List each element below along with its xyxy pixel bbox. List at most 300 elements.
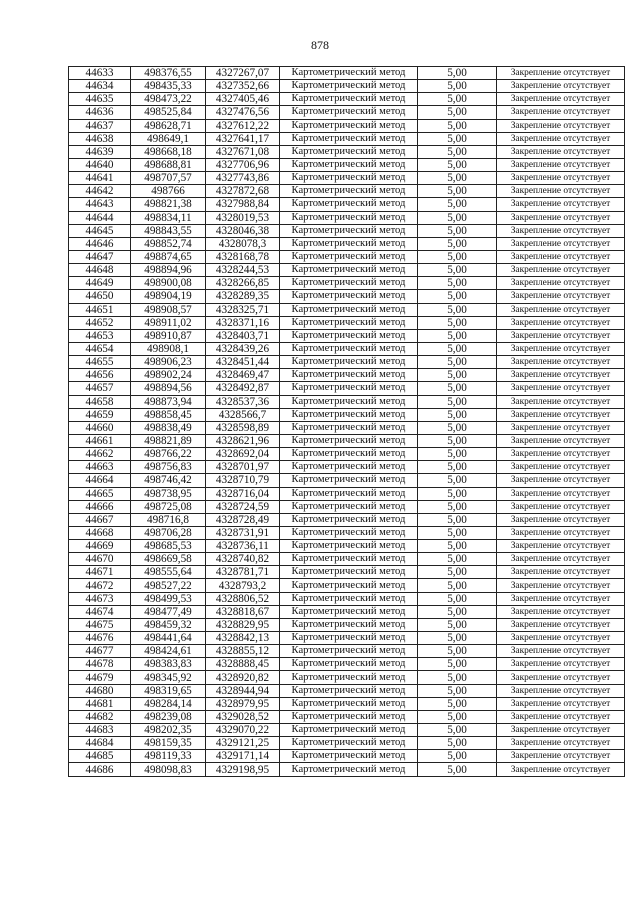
fixation-cell: Закрепление отсутствует xyxy=(497,540,625,553)
y-coordinate-cell: 4327706,96 xyxy=(206,158,280,171)
table-row xyxy=(69,750,625,763)
method-cell: Картометрический метод xyxy=(280,132,418,145)
x-coordinate-cell: 498688,81 xyxy=(131,158,206,171)
fixation-cell: Закрепление отсутствует xyxy=(497,513,625,526)
accuracy-cell: 5,00 xyxy=(418,579,497,592)
accuracy-cell: 5,00 xyxy=(418,592,497,605)
y-coordinate-cell: 4328078,3 xyxy=(206,237,280,250)
accuracy-cell: 5,00 xyxy=(418,540,497,553)
accuracy-cell: 5,00 xyxy=(418,750,497,763)
accuracy-cell: 5,00 xyxy=(418,513,497,526)
point-number-cell: 44654 xyxy=(69,342,131,355)
y-coordinate-cell: 4327405,46 xyxy=(206,93,280,106)
fixation-cell: Закрепление отсутствует xyxy=(497,277,625,290)
x-coordinate-cell: 498441,64 xyxy=(131,632,206,645)
x-coordinate-cell: 498499,53 xyxy=(131,592,206,605)
accuracy-cell: 5,00 xyxy=(418,500,497,513)
y-coordinate-cell: 4329028,52 xyxy=(206,710,280,723)
method-cell: Картометрический метод xyxy=(280,697,418,710)
point-number-cell: 44637 xyxy=(69,119,131,132)
table-row xyxy=(69,316,625,329)
method-cell: Картометрический метод xyxy=(280,290,418,303)
point-number-cell: 44660 xyxy=(69,421,131,434)
fixation-cell: Закрепление отсутствует xyxy=(497,106,625,119)
accuracy-cell: 5,00 xyxy=(418,132,497,145)
accuracy-cell: 5,00 xyxy=(418,645,497,658)
fixation-cell: Закрепление отсутствует xyxy=(497,632,625,645)
fixation-cell: Закрепление отсутствует xyxy=(497,316,625,329)
y-coordinate-cell: 4328888,45 xyxy=(206,658,280,671)
table-row xyxy=(69,592,625,605)
table-row xyxy=(69,710,625,723)
accuracy-cell: 5,00 xyxy=(418,566,497,579)
accuracy-cell: 5,00 xyxy=(418,329,497,342)
x-coordinate-cell: 498834,11 xyxy=(131,211,206,224)
y-coordinate-cell: 4328692,04 xyxy=(206,448,280,461)
x-coordinate-cell: 498766,22 xyxy=(131,448,206,461)
fixation-cell: Закрепление отсутствует xyxy=(497,132,625,145)
method-cell: Картометрический метод xyxy=(280,434,418,447)
fixation-cell: Закрепление отсутствует xyxy=(497,448,625,461)
accuracy-cell: 5,00 xyxy=(418,369,497,382)
x-coordinate-cell: 498908,57 xyxy=(131,303,206,316)
point-number-cell: 44657 xyxy=(69,382,131,395)
accuracy-cell: 5,00 xyxy=(418,408,497,421)
y-coordinate-cell: 4328740,82 xyxy=(206,553,280,566)
x-coordinate-cell: 498910,87 xyxy=(131,329,206,342)
point-number-cell: 44638 xyxy=(69,132,131,145)
y-coordinate-cell: 4328855,12 xyxy=(206,645,280,658)
table-row xyxy=(69,67,625,80)
method-cell: Картометрический метод xyxy=(280,250,418,263)
y-coordinate-cell: 4328920,82 xyxy=(206,671,280,684)
x-coordinate-cell: 498424,61 xyxy=(131,645,206,658)
table-row xyxy=(69,224,625,237)
fixation-cell: Закрепление отсутствует xyxy=(497,356,625,369)
accuracy-cell: 5,00 xyxy=(418,632,497,645)
y-coordinate-cell: 4329070,22 xyxy=(206,724,280,737)
point-number-cell: 44661 xyxy=(69,434,131,447)
table-row xyxy=(69,645,625,658)
accuracy-cell: 5,00 xyxy=(418,553,497,566)
table-row xyxy=(69,500,625,513)
accuracy-cell: 5,00 xyxy=(418,211,497,224)
accuracy-cell: 5,00 xyxy=(418,342,497,355)
x-coordinate-cell: 498904,19 xyxy=(131,290,206,303)
table-row xyxy=(69,158,625,171)
table-row xyxy=(69,618,625,631)
method-cell: Картометрический метод xyxy=(280,579,418,592)
fixation-cell: Закрепление отсутствует xyxy=(497,329,625,342)
y-coordinate-cell: 4328371,16 xyxy=(206,316,280,329)
point-number-cell: 44685 xyxy=(69,750,131,763)
point-number-cell: 44649 xyxy=(69,277,131,290)
y-coordinate-cell: 4329198,95 xyxy=(206,763,280,776)
accuracy-cell: 5,00 xyxy=(418,303,497,316)
y-coordinate-cell: 4328469,47 xyxy=(206,369,280,382)
y-coordinate-cell: 4328168,78 xyxy=(206,250,280,263)
accuracy-cell: 5,00 xyxy=(418,421,497,434)
table-row xyxy=(69,329,625,342)
point-number-cell: 44633 xyxy=(69,67,131,80)
y-coordinate-cell: 4328728,49 xyxy=(206,513,280,526)
point-number-cell: 44683 xyxy=(69,724,131,737)
point-number-cell: 44634 xyxy=(69,80,131,93)
y-coordinate-cell: 4328944,94 xyxy=(206,684,280,697)
x-coordinate-cell: 498746,42 xyxy=(131,474,206,487)
method-cell: Картометрический метод xyxy=(280,553,418,566)
point-number-cell: 44663 xyxy=(69,461,131,474)
accuracy-cell: 5,00 xyxy=(418,737,497,750)
method-cell: Картометрический метод xyxy=(280,185,418,198)
point-number-cell: 44672 xyxy=(69,579,131,592)
table-row xyxy=(69,671,625,684)
method-cell: Картометрический метод xyxy=(280,763,418,776)
x-coordinate-cell: 498874,65 xyxy=(131,250,206,263)
x-coordinate-cell: 498894,96 xyxy=(131,264,206,277)
method-cell: Картометрический метод xyxy=(280,448,418,461)
point-number-cell: 44679 xyxy=(69,671,131,684)
y-coordinate-cell: 4327476,56 xyxy=(206,106,280,119)
y-coordinate-cell: 4328046,38 xyxy=(206,224,280,237)
y-coordinate-cell: 4327872,68 xyxy=(206,185,280,198)
fixation-cell: Закрепление отсутствует xyxy=(497,710,625,723)
point-number-cell: 44668 xyxy=(69,526,131,539)
fixation-cell: Закрепление отсутствует xyxy=(497,185,625,198)
accuracy-cell: 5,00 xyxy=(418,658,497,671)
accuracy-cell: 5,00 xyxy=(418,382,497,395)
table-row xyxy=(69,421,625,434)
point-number-cell: 44664 xyxy=(69,474,131,487)
fixation-cell: Закрепление отсутствует xyxy=(497,724,625,737)
fixation-cell: Закрепление отсутствует xyxy=(497,93,625,106)
x-coordinate-cell: 498525,84 xyxy=(131,106,206,119)
accuracy-cell: 5,00 xyxy=(418,448,497,461)
x-coordinate-cell: 498716,8 xyxy=(131,513,206,526)
x-coordinate-cell: 498725,08 xyxy=(131,500,206,513)
point-number-cell: 44644 xyxy=(69,211,131,224)
point-number-cell: 44639 xyxy=(69,145,131,158)
method-cell: Картометрический метод xyxy=(280,382,418,395)
fixation-cell: Закрепление отсутствует xyxy=(497,487,625,500)
table-row xyxy=(69,434,625,447)
accuracy-cell: 5,00 xyxy=(418,277,497,290)
method-cell: Картометрический метод xyxy=(280,329,418,342)
method-cell: Картометрический метод xyxy=(280,395,418,408)
point-number-cell: 44655 xyxy=(69,356,131,369)
y-coordinate-cell: 4328781,71 xyxy=(206,566,280,579)
fixation-cell: Закрепление отсутствует xyxy=(497,763,625,776)
accuracy-cell: 5,00 xyxy=(418,461,497,474)
point-number-cell: 44677 xyxy=(69,645,131,658)
point-number-cell: 44647 xyxy=(69,250,131,263)
y-coordinate-cell: 4328724,59 xyxy=(206,500,280,513)
y-coordinate-cell: 4328403,71 xyxy=(206,329,280,342)
fixation-cell: Закрепление отсутствует xyxy=(497,737,625,750)
method-cell: Картометрический метод xyxy=(280,500,418,513)
x-coordinate-cell: 498873,94 xyxy=(131,395,206,408)
accuracy-cell: 5,00 xyxy=(418,605,497,618)
point-number-cell: 44643 xyxy=(69,198,131,211)
method-cell: Картометрический метод xyxy=(280,342,418,355)
accuracy-cell: 5,00 xyxy=(418,684,497,697)
method-cell: Картометрический метод xyxy=(280,211,418,224)
method-cell: Картометрический метод xyxy=(280,540,418,553)
x-coordinate-cell: 498477,49 xyxy=(131,605,206,618)
fixation-cell: Закрепление отсутствует xyxy=(497,408,625,421)
table-row xyxy=(69,211,625,224)
y-coordinate-cell: 4328842,13 xyxy=(206,632,280,645)
y-coordinate-cell: 4327641,17 xyxy=(206,132,280,145)
table-row xyxy=(69,119,625,132)
table-row xyxy=(69,342,625,355)
y-coordinate-cell: 4328818,67 xyxy=(206,605,280,618)
fixation-cell: Закрепление отсутствует xyxy=(497,290,625,303)
fixation-cell: Закрепление отсутствует xyxy=(497,264,625,277)
y-coordinate-cell: 4328566,7 xyxy=(206,408,280,421)
x-coordinate-cell: 498119,33 xyxy=(131,750,206,763)
fixation-cell: Закрепление отсутствует xyxy=(497,434,625,447)
method-cell: Картометрический метод xyxy=(280,710,418,723)
fixation-cell: Закрепление отсутствует xyxy=(497,618,625,631)
point-number-cell: 44652 xyxy=(69,316,131,329)
fixation-cell: Закрепление отсутствует xyxy=(497,461,625,474)
accuracy-cell: 5,00 xyxy=(418,106,497,119)
y-coordinate-cell: 4328598,89 xyxy=(206,421,280,434)
table-row xyxy=(69,684,625,697)
accuracy-cell: 5,00 xyxy=(418,172,497,185)
fixation-cell: Закрепление отсутствует xyxy=(497,553,625,566)
fixation-cell: Закрепление отсутствует xyxy=(497,605,625,618)
y-coordinate-cell: 4328806,52 xyxy=(206,592,280,605)
x-coordinate-cell: 498159,35 xyxy=(131,737,206,750)
x-coordinate-cell: 498852,74 xyxy=(131,237,206,250)
fixation-cell: Закрепление отсутствует xyxy=(497,145,625,158)
accuracy-cell: 5,00 xyxy=(418,710,497,723)
table-row xyxy=(69,145,625,158)
x-coordinate-cell: 498685,53 xyxy=(131,540,206,553)
table-row xyxy=(69,277,625,290)
fixation-cell: Закрепление отсутствует xyxy=(497,198,625,211)
table-row xyxy=(69,566,625,579)
accuracy-cell: 5,00 xyxy=(418,224,497,237)
fixation-cell: Закрепление отсутствует xyxy=(497,369,625,382)
accuracy-cell: 5,00 xyxy=(418,487,497,500)
table-row xyxy=(69,487,625,500)
method-cell: Картометрический метод xyxy=(280,632,418,645)
table-row xyxy=(69,106,625,119)
point-number-cell: 44684 xyxy=(69,737,131,750)
point-number-cell: 44682 xyxy=(69,710,131,723)
table-body xyxy=(69,67,625,777)
point-number-cell: 44659 xyxy=(69,408,131,421)
y-coordinate-cell: 4328793,2 xyxy=(206,579,280,592)
method-cell: Картометрический метод xyxy=(280,119,418,132)
accuracy-cell: 5,00 xyxy=(418,93,497,106)
accuracy-cell: 5,00 xyxy=(418,724,497,737)
fixation-cell: Закрепление отсутствует xyxy=(497,382,625,395)
point-number-cell: 44665 xyxy=(69,487,131,500)
accuracy-cell: 5,00 xyxy=(418,237,497,250)
fixation-cell: Закрепление отсутствует xyxy=(497,119,625,132)
point-number-cell: 44670 xyxy=(69,553,131,566)
x-coordinate-cell: 498459,32 xyxy=(131,618,206,631)
y-coordinate-cell: 4328537,36 xyxy=(206,395,280,408)
x-coordinate-cell: 498345,92 xyxy=(131,671,206,684)
point-number-cell: 44662 xyxy=(69,448,131,461)
table-row xyxy=(69,382,625,395)
accuracy-cell: 5,00 xyxy=(418,526,497,539)
fixation-cell: Закрепление отсутствует xyxy=(497,211,625,224)
y-coordinate-cell: 4328716,04 xyxy=(206,487,280,500)
accuracy-cell: 5,00 xyxy=(418,474,497,487)
point-number-cell: 44678 xyxy=(69,658,131,671)
method-cell: Картометрический метод xyxy=(280,67,418,80)
table-row xyxy=(69,474,625,487)
accuracy-cell: 5,00 xyxy=(418,80,497,93)
table-row xyxy=(69,737,625,750)
x-coordinate-cell: 498821,89 xyxy=(131,434,206,447)
accuracy-cell: 5,00 xyxy=(418,395,497,408)
point-number-cell: 44686 xyxy=(69,763,131,776)
method-cell: Картометрический метод xyxy=(280,408,418,421)
table-row xyxy=(69,237,625,250)
x-coordinate-cell: 498202,35 xyxy=(131,724,206,737)
y-coordinate-cell: 4327743,86 xyxy=(206,172,280,185)
point-number-cell: 44641 xyxy=(69,172,131,185)
x-coordinate-cell: 498555,64 xyxy=(131,566,206,579)
method-cell: Картометрический метод xyxy=(280,356,418,369)
method-cell: Картометрический метод xyxy=(280,461,418,474)
y-coordinate-cell: 4328266,85 xyxy=(206,277,280,290)
table-row xyxy=(69,185,625,198)
point-number-cell: 44635 xyxy=(69,93,131,106)
y-coordinate-cell: 4328736,11 xyxy=(206,540,280,553)
table-row xyxy=(69,697,625,710)
table-row xyxy=(69,526,625,539)
method-cell: Картометрический метод xyxy=(280,106,418,119)
point-number-cell: 44667 xyxy=(69,513,131,526)
accuracy-cell: 5,00 xyxy=(418,316,497,329)
method-cell: Картометрический метод xyxy=(280,671,418,684)
fixation-cell: Закрепление отсутствует xyxy=(497,592,625,605)
x-coordinate-cell: 498756,83 xyxy=(131,461,206,474)
x-coordinate-cell: 498668,18 xyxy=(131,145,206,158)
table-row xyxy=(69,369,625,382)
table-row xyxy=(69,250,625,263)
x-coordinate-cell: 498906,23 xyxy=(131,356,206,369)
page-number: 878 xyxy=(311,38,329,52)
accuracy-cell: 5,00 xyxy=(418,618,497,631)
method-cell: Картометрический метод xyxy=(280,277,418,290)
x-coordinate-cell: 498383,83 xyxy=(131,658,206,671)
table-row xyxy=(69,290,625,303)
x-coordinate-cell: 498376,55 xyxy=(131,67,206,80)
method-cell: Картометрический метод xyxy=(280,618,418,631)
y-coordinate-cell: 4327988,84 xyxy=(206,198,280,211)
method-cell: Картометрический метод xyxy=(280,172,418,185)
x-coordinate-cell: 498738,95 xyxy=(131,487,206,500)
method-cell: Картометрический метод xyxy=(280,645,418,658)
method-cell: Картометрический метод xyxy=(280,658,418,671)
table-row xyxy=(69,132,625,145)
table-row xyxy=(69,461,625,474)
fixation-cell: Закрепление отсутствует xyxy=(497,395,625,408)
y-coordinate-cell: 4328710,79 xyxy=(206,474,280,487)
point-number-cell: 44645 xyxy=(69,224,131,237)
x-coordinate-cell: 498706,28 xyxy=(131,526,206,539)
accuracy-cell: 5,00 xyxy=(418,250,497,263)
x-coordinate-cell: 498319,65 xyxy=(131,684,206,697)
x-coordinate-cell: 498858,45 xyxy=(131,408,206,421)
accuracy-cell: 5,00 xyxy=(418,145,497,158)
fixation-cell: Закрепление отсутствует xyxy=(497,224,625,237)
x-coordinate-cell: 498766 xyxy=(131,185,206,198)
fixation-cell: Закрепление отсутствует xyxy=(497,421,625,434)
x-coordinate-cell: 498435,33 xyxy=(131,80,206,93)
method-cell: Картометрический метод xyxy=(280,303,418,316)
point-number-cell: 44676 xyxy=(69,632,131,645)
method-cell: Картометрический метод xyxy=(280,198,418,211)
y-coordinate-cell: 4327671,08 xyxy=(206,145,280,158)
table-row xyxy=(69,763,625,776)
x-coordinate-cell: 498908,1 xyxy=(131,342,206,355)
point-number-cell: 44636 xyxy=(69,106,131,119)
x-coordinate-cell: 498649,1 xyxy=(131,132,206,145)
method-cell: Картометрический метод xyxy=(280,526,418,539)
method-cell: Картометрический метод xyxy=(280,158,418,171)
table-row xyxy=(69,198,625,211)
accuracy-cell: 5,00 xyxy=(418,434,497,447)
point-number-cell: 44651 xyxy=(69,303,131,316)
point-number-cell: 44669 xyxy=(69,540,131,553)
method-cell: Картометрический метод xyxy=(280,316,418,329)
point-number-cell: 44648 xyxy=(69,264,131,277)
point-number-cell: 44666 xyxy=(69,500,131,513)
method-cell: Картометрический метод xyxy=(280,421,418,434)
table-row xyxy=(69,93,625,106)
method-cell: Картометрический метод xyxy=(280,474,418,487)
method-cell: Картометрический метод xyxy=(280,737,418,750)
point-number-cell: 44658 xyxy=(69,395,131,408)
y-coordinate-cell: 4328244,53 xyxy=(206,264,280,277)
accuracy-cell: 5,00 xyxy=(418,264,497,277)
x-coordinate-cell: 498838,49 xyxy=(131,421,206,434)
y-coordinate-cell: 4328979,95 xyxy=(206,697,280,710)
method-cell: Картометрический метод xyxy=(280,605,418,618)
method-cell: Картометрический метод xyxy=(280,513,418,526)
fixation-cell: Закрепление отсутствует xyxy=(497,80,625,93)
point-number-cell: 44671 xyxy=(69,566,131,579)
y-coordinate-cell: 4328325,71 xyxy=(206,303,280,316)
fixation-cell: Закрепление отсутствует xyxy=(497,658,625,671)
accuracy-cell: 5,00 xyxy=(418,119,497,132)
y-coordinate-cell: 4328439,26 xyxy=(206,342,280,355)
x-coordinate-cell: 498098,83 xyxy=(131,763,206,776)
y-coordinate-cell: 4327352,66 xyxy=(206,80,280,93)
fixation-cell: Закрепление отсутствует xyxy=(497,645,625,658)
point-number-cell: 44646 xyxy=(69,237,131,250)
x-coordinate-cell: 498894,56 xyxy=(131,382,206,395)
method-cell: Картометрический метод xyxy=(280,264,418,277)
accuracy-cell: 5,00 xyxy=(418,763,497,776)
table-row xyxy=(69,303,625,316)
method-cell: Картометрический метод xyxy=(280,145,418,158)
fixation-cell: Закрепление отсутствует xyxy=(497,579,625,592)
table-row xyxy=(69,408,625,421)
y-coordinate-cell: 4328019,53 xyxy=(206,211,280,224)
table-row xyxy=(69,513,625,526)
